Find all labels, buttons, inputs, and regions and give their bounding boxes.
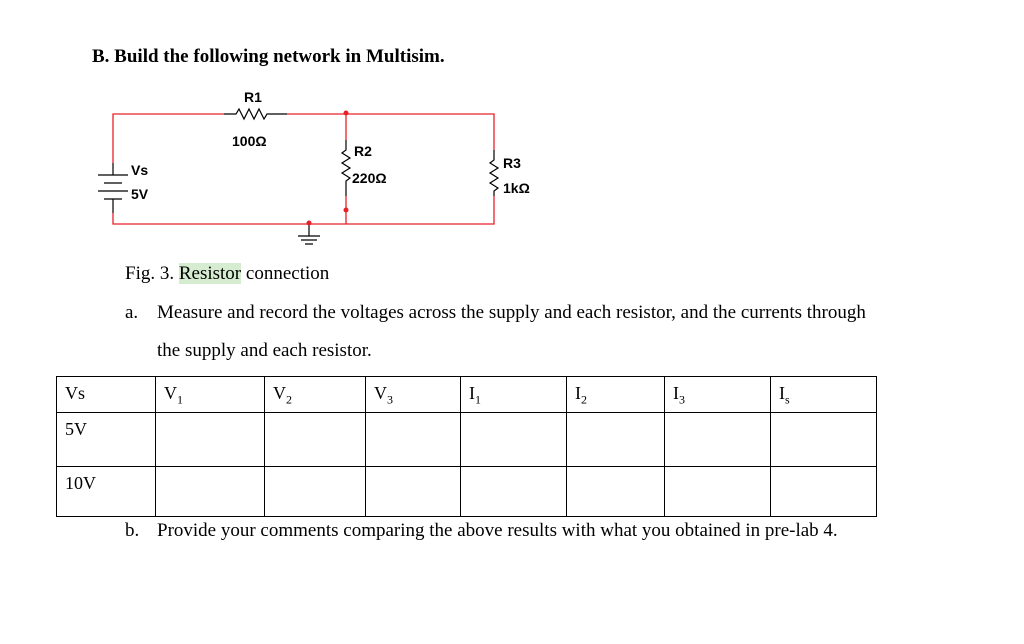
table-row: 10V: [57, 467, 877, 517]
item-b-marker: b.: [125, 520, 140, 541]
r1-resistor: [224, 109, 287, 119]
battery-icon: [98, 163, 128, 213]
item-a-text: Measure and record the voltages across the supply and each resistor, and the currents through the supply and each resistor.: [157, 302, 866, 361]
r3-resistor: [490, 150, 498, 196]
table-header-row: Vs $V_1$ $V_2$ $V_3$ $I_1$ $I_2$ $I_3$ $I_s$: [57, 377, 877, 413]
circuit-diagram: [0, 0, 1024, 260]
source-value: 5V: [131, 186, 149, 202]
table-row: 5V: [57, 413, 877, 467]
r3-value: 1kΩ: [503, 180, 530, 196]
r2-label: R2: [354, 143, 372, 159]
r1-value: 100Ω: [232, 133, 267, 149]
item-b-text: Provide your comments comparing the above results with what you obtained in pre-lab 4.: [157, 520, 838, 541]
figure-caption: Fig. 3. Resistor connection: [125, 263, 330, 284]
r2-value: 220Ω: [352, 170, 387, 186]
r3-label: R3: [503, 155, 521, 171]
r2-resistor: [342, 140, 350, 196]
r1-label: R1: [244, 89, 262, 105]
wires: [113, 114, 494, 224]
item-a-marker: a.: [125, 302, 139, 323]
results-table: [56, 376, 877, 517]
section-heading: B. Build the following network in Multisim.: [92, 46, 445, 67]
source-label: Vs: [131, 162, 149, 178]
ground-icon: [298, 224, 320, 244]
